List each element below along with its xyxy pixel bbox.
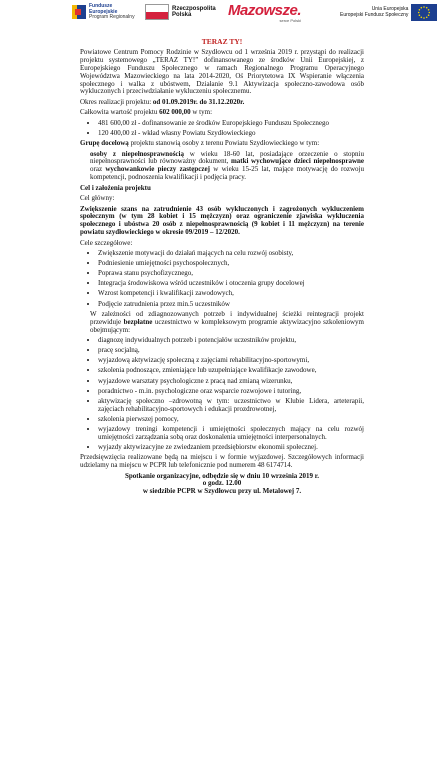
total-value: 602 000,00: [159, 108, 191, 117]
program-item: • diagnozę indywidualnych potrzeb i potencjałów uczestników projektu,: [98, 337, 364, 345]
funding-item: • 481 600,00 zł - dofinansowanie ze środków Europejskiego Funduszu Społecznego: [98, 120, 364, 128]
ue-line1: Unia Europejska: [371, 6, 409, 12]
goals-heading-text: Cel i założenia projektu: [80, 183, 151, 192]
total-label: Całkowita wartość projektu: [80, 108, 158, 117]
specific-goals-list: [80, 250, 364, 308]
target-group-detail: [80, 151, 364, 183]
program-list: [80, 337, 364, 452]
meeting-line3: w siedzibie PCPR w Szydłowcu przy ul. Metalowej 7.: [142, 487, 302, 496]
group-p1-bold2: matki wychowujące dzieci niepełnosprawne: [230, 157, 365, 166]
specific-goal-item: • Poprawa stanu psychofizycznego,: [98, 270, 364, 278]
program-item: • szkolenia podnoszące, zmieniające lub uzupełniające kwalifikacje zawodowe,: [98, 367, 364, 375]
document-body: [80, 38, 364, 496]
specific-goal-item: • Integracja środowiskowa wśród uczestników i otoczenia grupy docelowej: [98, 280, 364, 288]
program-item: • pracę socjalną,: [98, 347, 364, 355]
funding-list: [80, 120, 364, 138]
fe-emblem-icon: [72, 5, 86, 19]
funding-item: • 120 400,00 zł - wkład własny Powiatu Szydłowieckiego: [98, 130, 364, 138]
group-p1-text2: oraz: [90, 165, 103, 174]
mazowsze-name: Mazowsze.: [228, 2, 302, 19]
fe-line3: Program Regionalny: [89, 14, 135, 20]
target-group-bold: Grupę docelową: [80, 139, 129, 148]
period-value: od 01.09.2019r. do 31.12.2020r.: [152, 97, 245, 106]
mazowsze-logo: [228, 3, 301, 23]
group-p1-bold: osoby z niepełnosprawnością: [90, 149, 184, 158]
program-intro-bold: bezpłatne: [123, 317, 153, 326]
rzeczpospolita-logo: [145, 4, 216, 20]
total-line: [80, 109, 364, 117]
target-group-paragraph: [80, 140, 364, 148]
program-item: • wyjazdy aktywizacyjne ze zwiedzaniem przedsiębiorstw ekonomii społecznej.: [98, 444, 364, 452]
main-goal-text: [80, 206, 364, 238]
target-group-text: projektu stanowią osoby z terenu Powiatu Szydłowieckiego w tym:: [130, 139, 320, 148]
fe-line2: Europejskie: [89, 8, 118, 15]
specific-goals-label: Cele szczegółowe:: [80, 238, 133, 247]
eu-flag-icon: [411, 4, 437, 21]
meeting-line2: o godz. 12.00: [202, 479, 242, 488]
specific-goal-item: • Wzrost kompetencji i kwalifikacji zawodowych,: [98, 290, 364, 298]
logo-bar: [0, 0, 441, 30]
fe-line1: Fundusze: [89, 3, 113, 9]
program-intro-b: uczestnictwo w kompleksowym programie aktywizacyjno szkoleniowym obejmującym:: [90, 317, 364, 334]
ue-line2: Europejski Fundusz Społeczny: [340, 11, 409, 18]
meeting-line1: Spotkanie organizacyjne, odbędzie się w dniu 10 września 2019 r.: [125, 471, 319, 480]
program-item: • poradnictwo - m.in. psychologiczne oraz wsparcie rozwojowe i tutoring,: [98, 388, 364, 396]
rp-line1: Rzeczpospolita: [172, 6, 216, 12]
unia-europejska-logo: [340, 4, 437, 21]
program-intro-a: W zależności od zdiagnozowanych potrzeb i indywidualnej ścieżki reintegracji projekt przewiduje: [90, 309, 364, 326]
program-item: • szkolenia pierwszej pomocy,: [98, 416, 364, 424]
meeting-info: [80, 473, 364, 497]
group-p1-bold3: wychowankowie pieczy zastępczej: [105, 165, 210, 174]
period-line: [80, 99, 364, 107]
goals-heading: [80, 185, 364, 193]
intro-paragraph: Powiatowe Centrum Pomocy Rodzinie w Szydłowcu od 1 września 2019 r. przystąpi do realizacji projektu systemowego „TERAZ TY!” dofinansowanego ze środków Unii Europejskiej, z Europejskiego Funduszu Społecznego w ramach Regionalnego Programu Operacyjnego Województwa Mazowieckiego na lata 2014-2020, Oś Priorytetowa IX Wspieranie włączenia społecznego i walka z ubóstwem, Działanie 9.1 Aktywizacja społeczno-zawodowa osób wykluczonych i przeciwdziałanie wykluczeniu społecznemu.: [80, 47, 364, 96]
specific-goal-item: • Zwiększenie motywacji do działań mających na celu rozwój osobisty,: [98, 250, 364, 258]
main-goal-label: Cel główny:: [80, 194, 115, 203]
program-item: • wyjazdową aktywizację społeczną z zajęciami rehabilitacyjno-sportowymi,: [98, 357, 364, 365]
period-label: Okres realizacji projektu:: [80, 97, 152, 106]
group-p1-text: w wieku 18-60 lat, posiadające orzeczenie o stopniu niepełnosprawności lub równoważny dokument,: [90, 149, 364, 166]
program-item: • aktywizację społeczno –zdrowotną w tym: uczestnictwo w Klubie Lidera, arteterapii, zajęciach rehabilitacyjno-sportowych i edukacji prozdrowotnej,: [98, 398, 364, 414]
group-p1-text3: w wieku 15-25 lat, mające motywację do rozwoju kompetencji, podnoszenia kwalifikacji i podjęcia pracy.: [90, 165, 364, 182]
polish-flag-icon: [145, 4, 169, 20]
program-intro: [80, 311, 364, 335]
program-item: • wyjazdowe warsztaty psychologiczne z pracą nad zmianą wizerunku,: [98, 378, 364, 386]
mazowsze-sub: serce Polski: [279, 18, 302, 23]
specific-goal-item: • Podniesienie umiejętności psychospołecznych,: [98, 260, 364, 268]
program-item: • wyjazdowy treningi kompetencji i umiejętności społecznych mający na celu rozwój umiejętności zarządzania sobą oraz doskonalenia umiejętności interpersonalnych.: [98, 426, 364, 442]
fundusze-europejskie-logo: [72, 4, 135, 21]
rp-line2: Polska: [172, 12, 192, 18]
specific-goal-item: • Podjęcie zatrudnienia przez min.5 uczestników: [98, 301, 364, 309]
document-title: TERAZ TY!: [201, 37, 243, 46]
main-goal-bold: Zwiększenie szans na zatrudnienie 43 osób wykluczonych i zagrożonych wykluczeniem społecznym (w tym 28 kobiet i 15 mężczyzn) oraz ograniczenie zjawiska wykluczenia społecznego i ubóstwa 20 osób z niepełnosprawnością (9 kobiet i 11 mężczyzn) na terenie powiatu szydłowieckiego w okresie 09/2019 – 12/2020.: [80, 204, 364, 237]
total-suffix: w tym:: [192, 108, 213, 117]
closing-paragraph: Przedsięwzięcia realizowane będą na miejscu i w formie wyjazdowej. Szczegółowych informacji udzielamy na miejscu w PCPR lub telefonicznie pod numerem 48 6174714.: [80, 453, 364, 470]
